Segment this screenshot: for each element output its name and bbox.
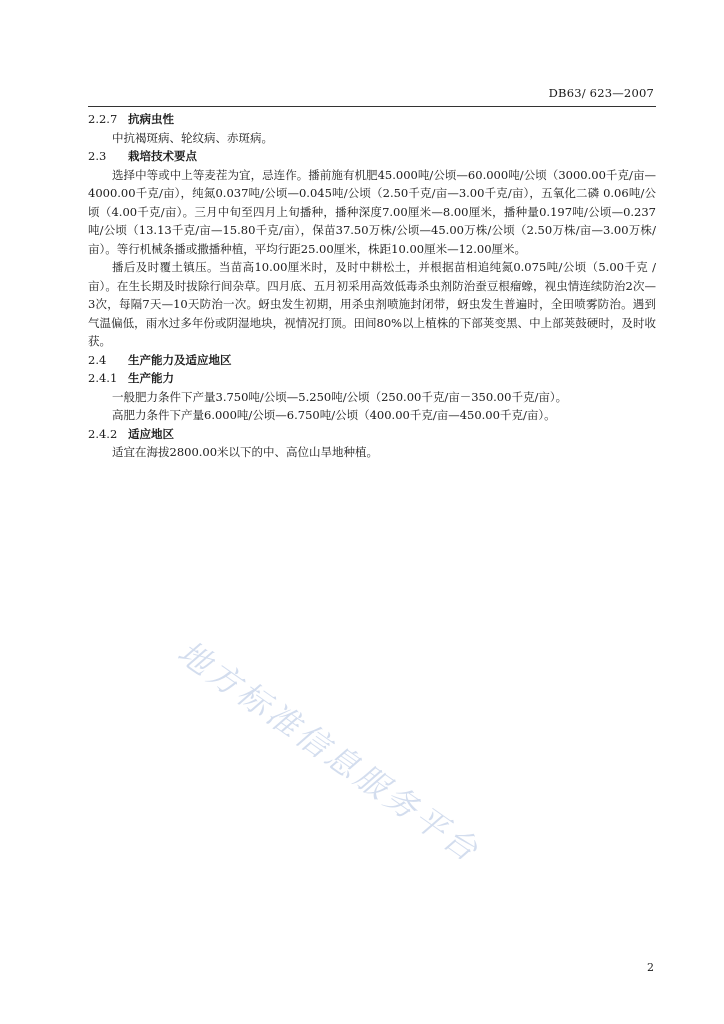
- header-rule: [88, 106, 656, 107]
- page-number: 2: [647, 961, 654, 974]
- section-number: 2.2.7: [88, 112, 118, 126]
- section-heading-2-3: [88, 147, 656, 166]
- paragraph-disease-resistance: 中抗褐斑病、轮纹病、赤斑病。: [112, 130, 273, 145]
- section-heading-2-4-2: [88, 425, 656, 444]
- section-title: 生产能力及适应地区: [128, 352, 232, 367]
- paragraph-normal-fertility-yield: 一般肥力条件下产量3.750吨/公顷—5.250吨/公顷（250.00千克/亩－350.00千克/亩）。: [112, 389, 568, 404]
- section-number: 2.3: [88, 149, 107, 163]
- watermark: 地方标准信息服务平台: [170, 632, 488, 871]
- paragraph-sowing: 选择中等或中上等麦茬为宜，忌连作。播前施有机肥45.000吨/公顷—60.000吨/公顷（3000.00千克/亩—4000.00千克/亩），纯氮0.037吨/公顷—0.045吨/公顷（2.50千克/亩—3.00千克/亩），五氧化二磷 0.06吨/公顷（4.00千克/亩）。三月中旬至四月上旬播种，播种深度7.00厘米—8.00厘米，播种量0.197吨/公顷—0.237吨/公顷（13.13千克/亩—15.80千克/亩），保苗37.50万株/公顷—45.00万株/公顷（2.50万株/亩—3.00万株/亩）。等行机械条播或撒播种植，平均行距25.00厘米，株距10.00厘米—12.00厘米。: [88, 167, 656, 256]
- paragraph-suitable-region: 适宜在海拔2800.00米以下的中、高位山旱地种植。: [112, 445, 379, 459]
- document-body: [88, 110, 656, 462]
- section-number: 2.4.2: [88, 426, 118, 441]
- section-heading-2-4: [88, 351, 656, 370]
- paragraph-high-fertility-yield: 高肥力条件下产量6.000吨/公顷—6.750吨/公顷（400.00千克/亩—450.00千克/亩）。: [112, 408, 556, 422]
- section-heading-2-2-7: [88, 110, 656, 129]
- section-number: 2.4.1: [88, 371, 118, 385]
- section-number: 2.4: [88, 352, 107, 367]
- section-heading-2-4-1: [88, 369, 656, 388]
- section-title: 适应地区: [128, 426, 174, 441]
- section-title: 栽培技术要点: [128, 149, 197, 163]
- document-code: DB63/ 623—2007: [548, 86, 654, 100]
- section-title: 抗病虫性: [128, 112, 174, 126]
- paragraph-field-management: 播后及时覆土镇压。当苗高10.00厘米时，及时中耕松土，并根据苗相追纯氮0.075吨/公顷（5.00千克 / 亩）。在生长期及时拔除行间杂草。四月底、五月初采用高效低毒杀虫剂防治蚕豆根瘤蟓，视虫情连续防治2次—3次，每隔7天—10天防治一次。蚜虫发生初期，用杀虫剂喷施封闭带，蚜虫发生普遍时，全田喷雾防治。遇到气温偏低，雨水过多年份或阴湿地块，视情况打顶。田间80%以上植株的下部荚变黑、中上部荚鼓硬时，及时收获。: [88, 260, 656, 348]
- section-title: 生产能力: [128, 371, 174, 385]
